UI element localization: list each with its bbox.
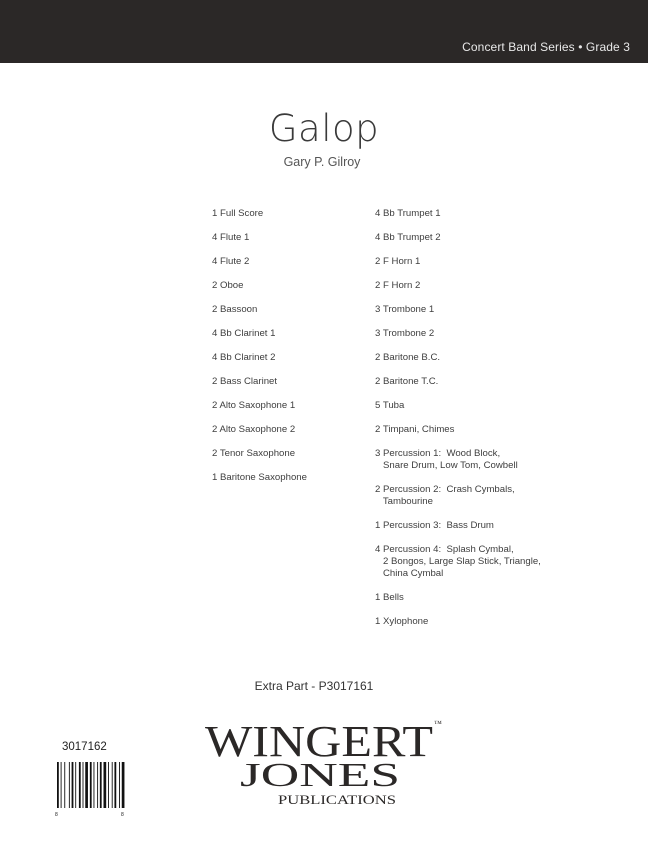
barcode-bar	[90, 762, 92, 808]
barcode-bar	[100, 762, 102, 808]
barcode-bar	[119, 762, 120, 808]
instrumentation-left-column	[212, 208, 362, 496]
series-label: Concert Band Series • Grade 3	[462, 40, 630, 54]
instrument-part: 1 Xylophone	[375, 616, 429, 627]
instrument-part: 1 Percussion 3: Bass Drum	[375, 520, 494, 531]
instrument-part: 2 Bassoon	[212, 304, 258, 315]
barcode-bar	[85, 762, 88, 808]
barcode-bar	[108, 762, 109, 808]
instrument-part: 4 Flute 2	[212, 256, 250, 267]
instrument-part: 2 Oboe	[212, 280, 244, 291]
instrument-part: 2 Baritone B.C.	[375, 352, 441, 363]
instrument-part: 2 Tenor Saxophone	[212, 448, 296, 459]
barcode-bar	[122, 762, 125, 808]
instrument-part: 3 Trombone 2	[375, 328, 435, 339]
barcode-bar	[61, 762, 62, 808]
instrument-part: 4 Bb Trumpet 1	[375, 208, 441, 219]
instrument-part: 4 Bb Trumpet 2	[375, 232, 441, 243]
instrument-part: 4 Percussion 4: Splash Cymbal, 2 Bongos, Large Slap Stick, Triangle, China Cymbal	[375, 544, 541, 579]
page-title	[0, 107, 648, 150]
barcode	[55, 760, 125, 818]
instrument-part: 1 Bells	[375, 592, 404, 603]
instrument-part: 2 F Horn 2	[375, 280, 421, 291]
instrument-part: 2 Alto Saxophone 2	[212, 424, 296, 435]
barcode-bar	[97, 762, 98, 808]
instrument-part: 5 Tuba	[375, 400, 405, 411]
barcode-bar	[57, 762, 59, 808]
barcode-bar	[94, 762, 95, 808]
barcode-bar	[72, 762, 74, 808]
barcode-bar	[69, 762, 70, 808]
instrument-part: 1 Full Score	[212, 208, 264, 219]
barcode-bar	[112, 762, 113, 808]
logo-jones: JONES	[240, 757, 400, 794]
barcode-digit: 8	[55, 812, 58, 818]
barcode-bar	[79, 762, 81, 808]
logo-wingert: WINGERT	[205, 717, 434, 766]
barcode-bar	[114, 762, 116, 808]
instrument-part: 2 Alto Saxophone 1	[212, 400, 296, 411]
instrument-part: 2 Percussion 2: Crash Cymbals, Tambourine	[375, 484, 515, 507]
instrument-part: 4 Bb Clarinet 1	[212, 328, 276, 339]
barcode-bar	[104, 762, 107, 808]
logo-trademark: ™	[434, 719, 442, 728]
instrumentation-right-column	[375, 208, 595, 640]
instrument-part: 1 Baritone Saxophone	[212, 472, 307, 483]
logo-publications: PUBLICATIONS	[278, 792, 396, 807]
barcode-bar	[83, 762, 84, 808]
instrument-part: 3 Trombone 1	[375, 304, 435, 315]
barcode-bar	[64, 762, 65, 808]
header-bar	[0, 0, 648, 63]
publisher-logo	[200, 712, 450, 812]
instrument-part: 4 Flute 1	[212, 232, 250, 243]
catalog-number: 3017162	[62, 741, 107, 753]
title-text: Galop	[268, 107, 380, 150]
instrument-part: 2 Timpani, Chimes	[375, 424, 455, 435]
barcode-bar	[75, 762, 76, 808]
composer-name: Gary P. Gilroy	[283, 155, 361, 169]
instrument-part: 4 Bb Clarinet 2	[212, 352, 276, 363]
instrument-part: 2 Baritone T.C.	[375, 376, 439, 387]
barcode-digit: 8	[121, 812, 124, 818]
extra-part-label: Extra Part - P3017161	[254, 679, 374, 693]
instrument-part: 2 F Horn 1	[375, 256, 421, 267]
instrument-part: 3 Percussion 1: Wood Block, Snare Drum, Low Tom, Cowbell	[375, 448, 518, 471]
instrument-part: 2 Bass Clarinet	[212, 376, 278, 387]
